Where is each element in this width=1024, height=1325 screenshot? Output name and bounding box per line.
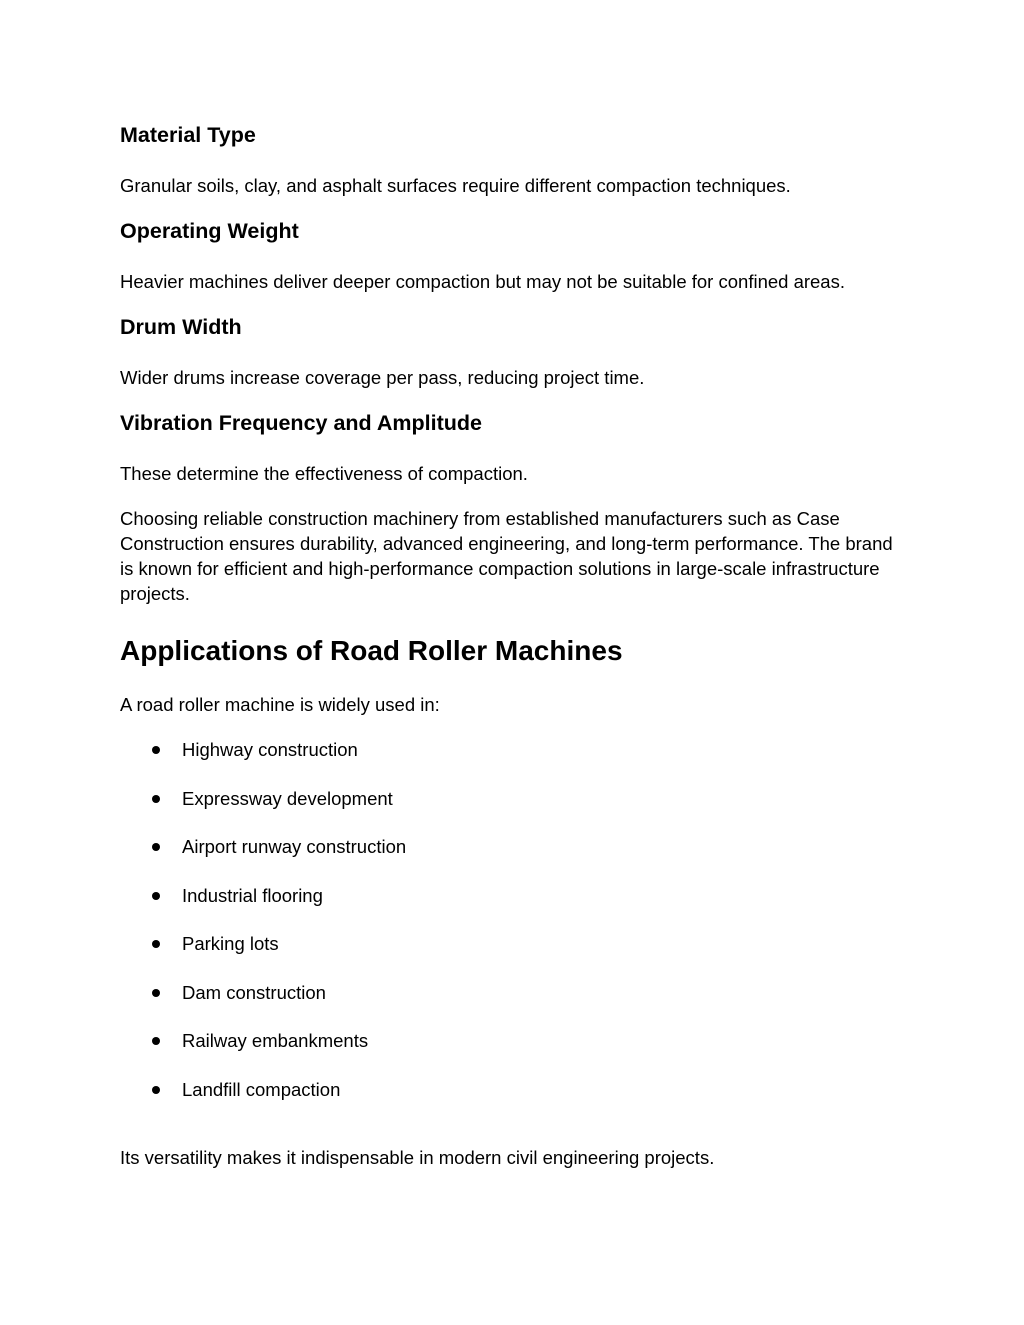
list-item-label: Highway construction xyxy=(182,739,358,760)
document-body xyxy=(120,122,906,1170)
subsection-body-material-type: Granular soils, clay, and asphalt surfaces require different compaction techniques. xyxy=(120,175,791,196)
list-item-label: Parking lots xyxy=(182,933,279,954)
bullet-icon xyxy=(152,746,160,754)
list-item-label: Expressway development xyxy=(182,787,393,809)
list-item xyxy=(120,834,906,859)
bullet-icon xyxy=(152,843,160,851)
list-item xyxy=(120,786,906,811)
bullet-icon xyxy=(152,989,160,997)
bullet-icon xyxy=(152,892,160,900)
list-item xyxy=(120,980,906,1005)
bullet-icon xyxy=(152,1086,160,1094)
list-item xyxy=(120,931,906,956)
subsection-heading-operating-weight: Operating Weight xyxy=(120,219,299,243)
list-item-label: Industrial flooring xyxy=(182,884,323,906)
list-intro: A road roller machine is widely used in: xyxy=(120,694,440,715)
list-item xyxy=(120,883,906,908)
bullet-icon xyxy=(152,940,160,948)
subsection-body-operating-weight: Heavier machines deliver deeper compaction but may not be suitable for confined areas. xyxy=(120,271,845,292)
applications-list xyxy=(120,737,906,1102)
bullet-icon xyxy=(152,1037,160,1045)
list-item-label: Dam construction xyxy=(182,981,326,1003)
subsection-heading-material-type: Material Type xyxy=(120,123,256,147)
outro-paragraph: Its versatility makes it indispensable in modern civil engineering projects. xyxy=(120,1146,715,1168)
list-item xyxy=(120,737,906,762)
list-item-label: Landfill compaction xyxy=(182,1078,341,1100)
list-item xyxy=(120,1077,906,1102)
list-item xyxy=(120,1028,906,1053)
list-item-label: Airport runway construction xyxy=(182,836,407,857)
subsection-body-vibration-frequency: These determine the effectiveness of compaction. xyxy=(120,463,528,484)
subsection-heading-vibration-frequency: Vibration Frequency and Amplitude xyxy=(120,411,482,435)
list-item-label: Railway embankments xyxy=(182,1030,369,1051)
closing-paragraph: Choosing reliable construction machinery from established manufacturers such as Case Construction ensures durability, advanced engineering, and long-term performance. The brand is known for efficient and high-performance compaction solutions in large-scale infrastructure projects. xyxy=(120,508,893,604)
bullet-icon xyxy=(152,795,160,803)
main-heading-applications: Applications of Road Roller Machines xyxy=(120,635,623,666)
subsection-body-drum-width: Wider drums increase coverage per pass, reducing project time. xyxy=(120,367,645,388)
subsection-heading-drum-width: Drum Width xyxy=(120,315,242,339)
